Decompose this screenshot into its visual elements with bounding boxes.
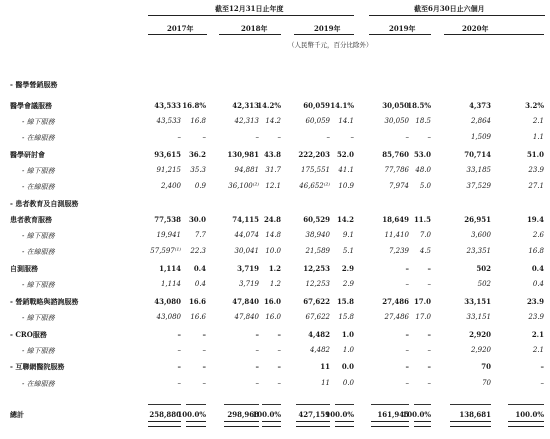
row-label: - 線下服務	[22, 167, 55, 175]
table-cell: 14.1	[338, 117, 354, 125]
table-cell: 1.1	[532, 133, 544, 141]
table-cell: –	[255, 330, 259, 339]
header-rule	[369, 15, 545, 16]
table-cell: 46,652⁽²⁾	[299, 182, 330, 190]
table-cell: 27,486	[382, 297, 409, 306]
table-cell: 7.0	[419, 231, 431, 239]
table-cell: 22.3	[190, 247, 206, 255]
total-double-rule	[186, 421, 206, 427]
year-rule	[369, 34, 431, 35]
table-cell: –	[427, 264, 431, 273]
table-cell: 26,951	[464, 215, 491, 224]
table-cell: –	[405, 280, 409, 288]
table-cell: –	[202, 133, 206, 141]
table-cell: 2.6	[532, 231, 544, 239]
total-top-rule	[450, 404, 491, 405]
row-label: 患者教育服務	[10, 215, 52, 224]
table-cell: 47,840	[232, 297, 259, 306]
table-cell: 41.1	[338, 166, 354, 174]
table-cell: 2.1	[532, 117, 544, 125]
table-cell: 18.5%	[407, 101, 431, 110]
table-cell: –	[277, 362, 281, 371]
total-top-rule	[296, 404, 330, 405]
table-cell: 16.8	[528, 247, 544, 255]
table-cell: 67,622	[305, 313, 330, 321]
table-cell: 27,486	[384, 313, 409, 321]
table-cell: 4,482	[309, 346, 330, 354]
total-double-rule	[450, 421, 491, 427]
table-cell: 60,059	[303, 101, 330, 110]
table-cell: –	[177, 346, 181, 354]
table-cell: 67,622	[303, 297, 330, 306]
table-cell: –	[427, 280, 431, 288]
unit-note: （人民幣千元，百分比除外）	[288, 41, 373, 49]
row-label: - 醫學營銷服務	[10, 80, 58, 89]
total-top-rule	[335, 404, 354, 405]
table-cell: 0.9	[194, 182, 206, 190]
table-cell: 2.9	[341, 264, 354, 273]
table-cell: 23.9	[528, 166, 544, 174]
year-header: 2018年	[241, 24, 268, 33]
table-cell: 47,840	[234, 313, 259, 321]
table-cell: –	[255, 379, 259, 387]
table-cell: 43.8	[263, 150, 281, 159]
table-cell: –	[405, 330, 409, 339]
table-cell: 19.4	[526, 215, 544, 224]
table-cell: 11	[320, 362, 330, 371]
table-cell: 85,760	[382, 150, 409, 159]
row-label: - 線下服務	[22, 314, 55, 322]
table-cell: 1,509	[470, 133, 491, 141]
table-cell: 15.8	[338, 313, 354, 321]
table-cell: 1,114	[159, 264, 181, 273]
table-cell: 14.8	[265, 231, 281, 239]
table-cell: 18,649	[382, 215, 409, 224]
table-cell: 3,719	[237, 264, 259, 273]
table-cell: –	[540, 362, 544, 371]
total-top-rule	[224, 404, 259, 405]
table-cell: 27.1	[528, 182, 544, 190]
table-cell: 53.0	[413, 150, 431, 159]
table-cell: 16.8%	[182, 101, 206, 110]
table-cell: 35.3	[190, 166, 206, 174]
table-cell: 43,533	[156, 117, 181, 125]
table-cell: 1.2	[268, 264, 281, 273]
table-cell: 258,880	[149, 410, 181, 419]
total-top-rule	[148, 404, 181, 405]
table-cell: –	[177, 330, 181, 339]
table-cell: 43,533	[154, 101, 181, 110]
table-cell: 23,351	[466, 247, 491, 255]
total-top-rule	[186, 404, 206, 405]
table-cell: 0.4	[532, 280, 544, 288]
table-cell: 2,920	[470, 346, 491, 354]
table-cell: 17.0	[413, 297, 431, 306]
period-main-header: 截至12月31日止年度	[215, 4, 284, 13]
table-cell: 19,941	[156, 231, 181, 239]
table-cell: 77,786	[384, 166, 409, 174]
table-cell: –	[255, 362, 259, 371]
table-cell: 23.9	[528, 313, 544, 321]
table-cell: 100.0%	[325, 410, 354, 419]
table-cell: –	[427, 346, 431, 354]
table-cell: 14.2	[265, 117, 281, 125]
table-cell: –	[202, 346, 206, 354]
table-cell: 7.7	[194, 231, 206, 239]
row-label: - 線下服務	[22, 347, 55, 355]
table-cell: –	[326, 133, 330, 141]
table-cell: 427,159	[298, 410, 330, 419]
table-cell: –	[405, 379, 409, 387]
table-cell: 44,074	[234, 231, 259, 239]
row-label: - 線下服務	[22, 118, 55, 126]
year-rule	[219, 34, 281, 35]
table-cell: 0.4	[193, 264, 206, 273]
table-cell: 2,400	[160, 182, 181, 190]
table-cell: –	[540, 379, 544, 387]
row-label: - 在線服務	[22, 134, 55, 142]
table-cell: 5.1	[342, 247, 354, 255]
row-label: 總計	[10, 410, 24, 419]
table-cell: 43,080	[154, 297, 181, 306]
total-top-rule	[508, 404, 544, 405]
total-double-rule	[335, 421, 354, 427]
table-cell: 502	[476, 264, 491, 273]
table-cell: 2.9	[342, 280, 354, 288]
table-cell: 7,974	[388, 182, 409, 190]
row-label: - CRO服務	[10, 330, 47, 339]
table-cell: 5.0	[419, 182, 431, 190]
table-cell: 70	[481, 362, 491, 371]
table-cell: –	[255, 133, 259, 141]
table-cell: 30.0	[188, 215, 206, 224]
table-cell: 14.2%	[257, 101, 281, 110]
table-cell: 4,482	[308, 330, 330, 339]
table-cell: –	[277, 133, 281, 141]
row-label: - 在線服務	[22, 380, 55, 388]
table-cell: 100.0%	[515, 410, 544, 419]
table-cell: 60,529	[303, 215, 330, 224]
table-cell: 91,215	[156, 166, 181, 174]
table-cell: –	[350, 133, 354, 141]
total-top-rule	[371, 404, 409, 405]
year-header: 2019年	[314, 24, 341, 33]
table-cell: 36,100⁽²⁾	[228, 182, 259, 190]
table-cell: 1.0	[341, 330, 354, 339]
table-cell: 51.0	[526, 150, 544, 159]
table-cell: –	[427, 330, 431, 339]
table-cell: –	[427, 133, 431, 141]
row-label: 自測服務	[10, 264, 38, 273]
table-cell: 3.2%	[525, 101, 544, 110]
table-cell: –	[405, 264, 409, 273]
table-cell: 57,597⁽¹⁾	[150, 247, 181, 255]
table-cell: –	[405, 362, 409, 371]
year-rule	[294, 34, 354, 35]
table-cell: 94,881	[234, 166, 259, 174]
table-cell: 24.8	[263, 215, 281, 224]
table-cell: 130,981	[227, 150, 259, 159]
table-cell: 15.8	[336, 297, 354, 306]
table-cell: 9.1	[342, 231, 354, 239]
table-cell: –	[177, 362, 181, 371]
table-cell: 36.2	[188, 150, 206, 159]
table-cell: 100.0%	[177, 410, 206, 419]
table-cell: –	[427, 379, 431, 387]
table-cell: 0.0	[341, 362, 354, 371]
table-cell: 1.0	[342, 346, 354, 354]
table-cell: 12,253	[305, 280, 330, 288]
table-cell: –	[255, 346, 259, 354]
table-cell: 1.2	[269, 280, 281, 288]
table-cell: –	[202, 379, 206, 387]
table-cell: 100.0%	[402, 410, 431, 419]
table-cell: –	[202, 362, 206, 371]
row-label: - 互聯網醫院服務	[10, 362, 65, 371]
table-cell: 33,151	[466, 313, 491, 321]
table-cell: –	[277, 346, 281, 354]
year-header: 2020年	[462, 24, 489, 33]
table-cell: 11	[321, 379, 330, 387]
row-label: - 在線服務	[22, 248, 55, 256]
table-cell: 48.0	[415, 166, 431, 174]
table-cell: 0.0	[342, 379, 354, 387]
total-double-rule	[296, 421, 330, 427]
total-double-rule	[224, 421, 259, 427]
table-cell: 52.0	[336, 150, 354, 159]
table-cell: 138,681	[459, 410, 491, 419]
table-cell: 100.0%	[252, 410, 281, 419]
table-cell: 2,864	[470, 117, 491, 125]
table-cell: 30,041	[234, 247, 259, 255]
table-cell: 74,115	[232, 215, 259, 224]
row-label: - 營銷戰略與諮詢服務	[10, 297, 79, 306]
year-rule	[444, 34, 544, 35]
table-cell: 14.2	[336, 215, 354, 224]
table-cell: 38,940	[305, 231, 330, 239]
table-cell: 0.4	[531, 264, 544, 273]
total-double-rule	[414, 421, 431, 427]
table-cell: 2,920	[469, 330, 491, 339]
row-label: 醫學會議服務	[10, 101, 52, 110]
table-cell: 298,968	[227, 410, 259, 419]
table-cell: 16.0	[265, 313, 281, 321]
table-cell: 16.6	[190, 313, 206, 321]
table-cell: 161,945	[377, 410, 409, 419]
table-cell: 30,050	[382, 101, 409, 110]
table-cell: 42,313	[234, 117, 259, 125]
table-cell: 70	[482, 379, 491, 387]
table-cell: 43,080	[156, 313, 181, 321]
table-cell: 222,203	[298, 150, 330, 159]
table-cell: 70,714	[464, 150, 491, 159]
table-cell: 2.1	[531, 330, 544, 339]
table-cell: 93,615	[154, 150, 181, 159]
table-cell: 175,551	[301, 166, 330, 174]
table-cell: 23.9	[526, 297, 544, 306]
table-cell: 16.0	[263, 297, 281, 306]
row-label: 醫學研討會	[10, 150, 45, 159]
table-cell: 4.5	[419, 247, 431, 255]
table-cell: 3,600	[470, 231, 491, 239]
table-cell: 42,313	[232, 101, 259, 110]
table-cell: 21,589	[305, 247, 330, 255]
table-cell: 11,410	[384, 231, 409, 239]
table-cell: 2.1	[532, 346, 544, 354]
total-top-rule	[262, 404, 281, 405]
table-cell: 33,151	[464, 297, 491, 306]
table-cell: 0.4	[194, 280, 206, 288]
table-cell: –	[405, 346, 409, 354]
table-cell: –	[177, 379, 181, 387]
total-double-rule	[508, 421, 544, 427]
table-cell: 12.1	[265, 182, 281, 190]
table-cell: 11.5	[413, 215, 431, 224]
table-cell: –	[427, 362, 431, 371]
table-cell: 17.0	[415, 313, 431, 321]
table-cell: –	[277, 330, 281, 339]
total-double-rule	[371, 421, 409, 427]
year-header: 2017年	[167, 24, 194, 33]
table-cell: –	[177, 133, 181, 141]
table-cell: –	[277, 379, 281, 387]
table-cell: 33,185	[466, 166, 491, 174]
total-top-rule	[414, 404, 431, 405]
table-cell: 37,529	[466, 182, 491, 190]
year-rule	[148, 34, 207, 35]
table-cell: 60,059	[305, 117, 330, 125]
period-six-header: 截至6月30日止六個月	[414, 4, 485, 13]
table-cell: 18.5	[415, 117, 431, 125]
row-label: - 線下服務	[22, 232, 55, 240]
table-cell: 31.7	[265, 166, 281, 174]
table-cell: 1,114	[160, 280, 181, 288]
table-cell: 30,050	[384, 117, 409, 125]
table-cell: 10.0	[265, 247, 281, 255]
header-rule	[148, 15, 354, 16]
table-cell: 16.6	[188, 297, 206, 306]
table-cell: 10.9	[338, 182, 354, 190]
table-cell: 12,253	[303, 264, 330, 273]
year-header: 2019年	[389, 24, 416, 33]
row-label: - 線下服務	[22, 281, 55, 289]
table-cell: 77,538	[154, 215, 181, 224]
total-double-rule	[262, 421, 281, 427]
table-cell: –	[405, 133, 409, 141]
row-label: - 患者教育及自測服務	[10, 199, 79, 208]
table-cell: 3,719	[238, 280, 259, 288]
table-cell: 7,239	[388, 247, 409, 255]
table-cell: 502	[477, 280, 491, 288]
table-cell: 14.1%	[330, 101, 354, 110]
total-double-rule	[148, 421, 181, 427]
row-label: - 在線服務	[22, 183, 55, 191]
table-cell: –	[202, 330, 206, 339]
table-cell: 4,373	[469, 101, 491, 110]
table-cell: 16.8	[190, 117, 206, 125]
